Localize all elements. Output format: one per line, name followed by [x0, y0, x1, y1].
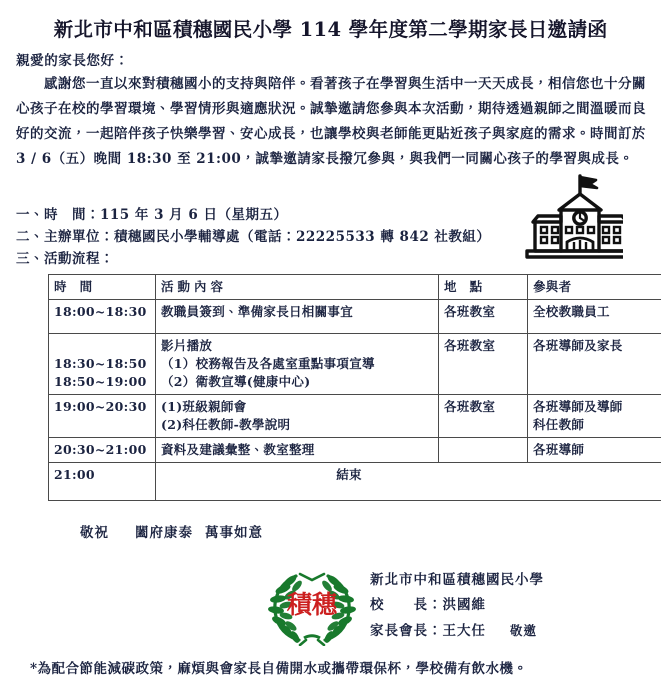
signature-honorific: 敬邀: [510, 623, 538, 638]
table-header-row: [49, 275, 661, 300]
column-header-place: 地 點: [439, 275, 528, 300]
cell-activity: (1)班級親師會 (2)科任教師-教學說明: [156, 395, 439, 438]
closing-line: [80, 521, 263, 541]
salutation: 親愛的家長您好：: [16, 53, 129, 69]
signature-principal: [370, 593, 544, 618]
principal-name: 洪國維: [442, 597, 486, 613]
table-row: [49, 334, 661, 395]
cell-people: 全校教職員工: [528, 300, 661, 334]
schedule-table-wrapper: [48, 274, 623, 501]
cell-people: 各班導師及家長: [528, 334, 661, 395]
info-list-item-time: 一、時 間：115 年 3 月 6 日（星期五）: [16, 207, 288, 223]
cell-time: 18:00~18:30: [49, 300, 156, 334]
parent-chair-name: 王大任: [442, 623, 486, 639]
svg-text:積穗: 積穗: [286, 590, 338, 619]
info-list-item-organizer: 二、主辦單位：積穗國民小學輔導處（電話：22225533 轉 842 社教組）: [16, 229, 491, 245]
column-header-people: 參與者: [528, 275, 661, 300]
cell-activity-end-label: 結束: [336, 467, 362, 482]
signature-parent-chair: [370, 618, 544, 644]
page-title: 新北市中和區積穗國民小學 114 學年度第二學期家長日邀請函: [53, 18, 608, 41]
cell-activity: 教職員簽到、準備家長日相關事宜: [156, 300, 439, 334]
signature-lines: [370, 568, 544, 644]
table-row: [49, 463, 661, 501]
cell-time: 21:00: [49, 463, 156, 501]
cell-time: 18:30~18:50 18:50~19:00: [49, 334, 156, 395]
cell-place: [439, 438, 528, 463]
cell-time: 19:00~20:30: [49, 395, 156, 438]
cell-place: 各班教室: [439, 395, 528, 438]
parent-chair-label: 家長會長：: [370, 623, 443, 639]
school-seal-logo-icon: [266, 566, 358, 646]
cell-activity-merged: [156, 463, 661, 501]
signature-school: 新北市中和區積穗國民小學: [370, 572, 544, 588]
schedule-table: [48, 274, 661, 501]
table-row: [49, 395, 661, 438]
cell-people: 各班導師及導師 科任教師: [528, 395, 661, 438]
cell-time: 20:30~21:00: [49, 438, 156, 463]
cell-activity: 影片播放 （1）校務報告及各處室重點事項宣導 （2）衛教宣導(健康中心): [156, 334, 439, 395]
cell-place: 各班教室: [439, 300, 528, 334]
table-row: [49, 300, 661, 334]
body-paragraph: 感謝您一直以來對積穗國小的支持與陪伴。看著孩子在學習與生活中一天天成長，相信您也十分關心孩子在校的學習環境、學習情形與適應狀況。誠摯邀請您參與本次活動，期待透過親師之間溫暖而良好的交流，一起陪伴孩子快樂學習、安心成長，也讓學校與老師能更貼近孩子與家庭的需求。時間訂於 3 / 6（五）晚間 18:30 至 21:00，誠摯邀請家長撥冗參與，與我們一同關心孩子的學習與成長。: [16, 76, 646, 167]
closing-wish-1: 闔府康泰: [135, 525, 193, 541]
closing-prefix: 敬祝: [80, 525, 109, 541]
cell-place: 各班教室: [439, 334, 528, 395]
info-list: [16, 204, 616, 270]
footnote: *為配合節能減碳政策，麻煩與會家長自備開水或攜帶環保杯，學校備有飲水機。: [30, 661, 528, 677]
column-header-time: 時 間: [49, 275, 156, 300]
principal-label: 校 長：: [370, 597, 443, 613]
info-list-item-agenda: 三、活動流程：: [16, 251, 114, 267]
column-header-activity: 活動內容: [156, 275, 439, 300]
cell-activity: 資料及建議彙整、教室整理: [156, 438, 439, 463]
cell-people: 各班導師: [528, 438, 661, 463]
table-row: [49, 438, 661, 463]
signature-block: [266, 566, 596, 646]
closing-wish-2: 萬事如意: [205, 525, 263, 541]
